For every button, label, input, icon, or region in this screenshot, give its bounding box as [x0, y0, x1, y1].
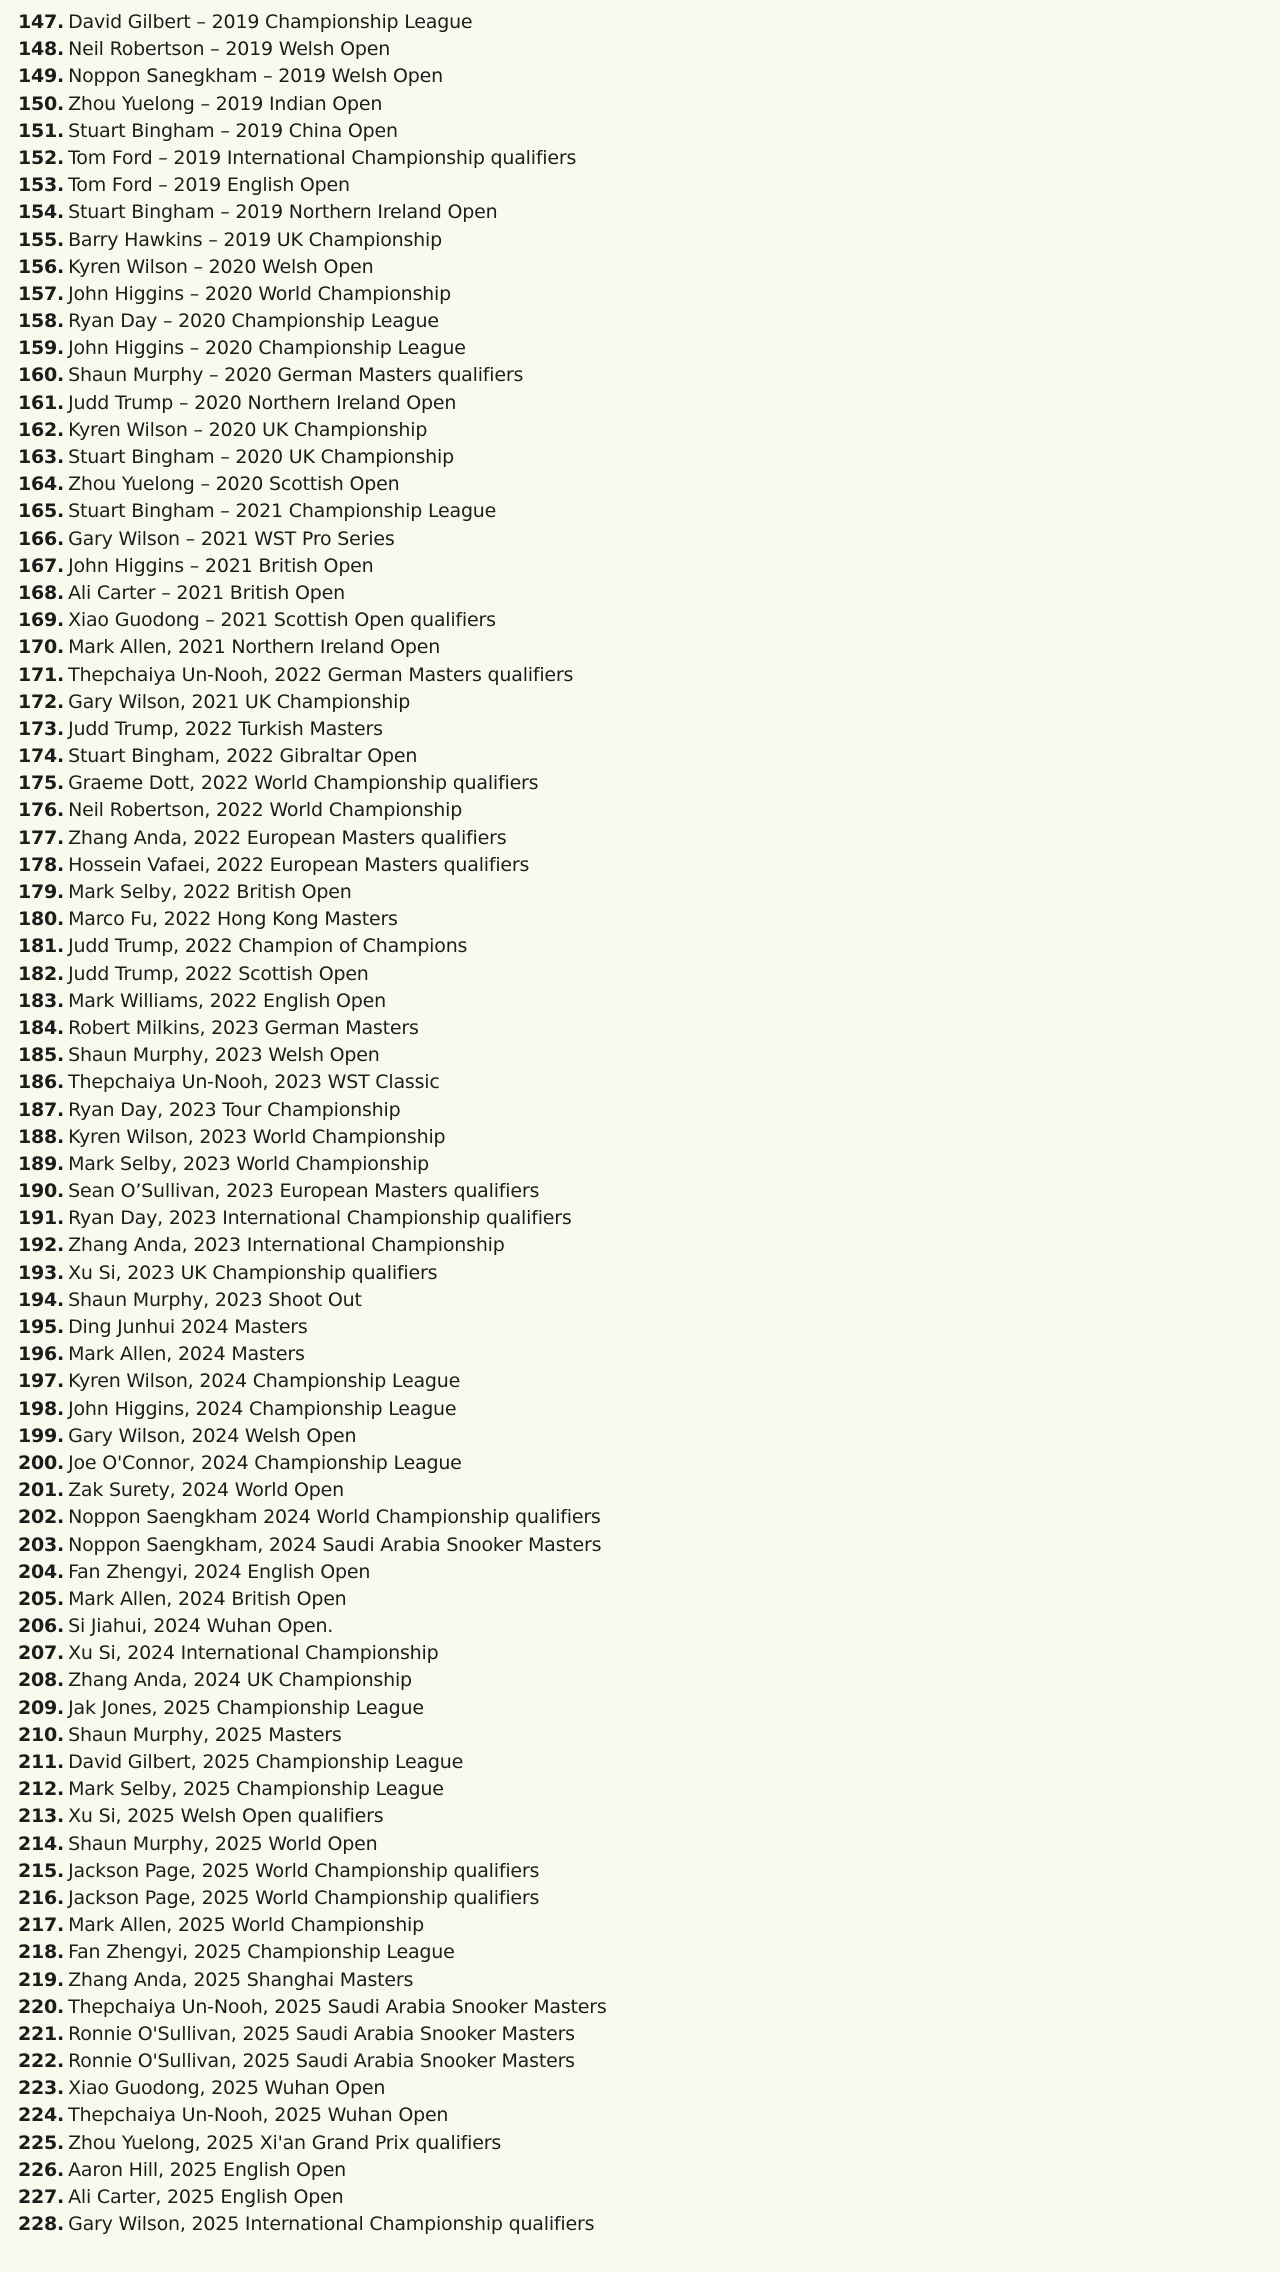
item-number: 169.: [18, 609, 65, 632]
item-text: Gary Wilson, 2021 UK Championship: [68, 690, 411, 713]
item-number: 209.: [18, 1696, 65, 1719]
item-text: Ronnie O'Sullivan, 2025 Saudi Arabia Snooker Masters: [68, 2022, 575, 2045]
list-item: [18, 1667, 1280, 1694]
item-number: 207.: [18, 1642, 65, 1665]
item-text: Gary Wilson, 2024 Welsh Open: [68, 1424, 357, 1447]
item-text: Noppon Saengkham 2024 World Championship qualifiers: [68, 1506, 601, 1529]
list-item: [18, 281, 1280, 308]
item-number: 151.: [18, 119, 65, 142]
item-text: Si Jiahui, 2024 Wuhan Open.: [68, 1615, 334, 1638]
item-number: 162.: [18, 418, 65, 441]
list-item: [18, 1260, 1280, 1287]
item-number: 178.: [18, 853, 65, 876]
item-text: Zhou Yuelong – 2020 Scottish Open: [68, 473, 400, 496]
list-item: [18, 417, 1280, 444]
item-text: David Gilbert, 2025 Championship League: [68, 1751, 464, 1773]
item-text: David Gilbert – 2019 Championship League: [68, 11, 473, 33]
item-number: 198.: [18, 1397, 65, 1420]
item-number: 159.: [18, 337, 65, 360]
item-text: Ryan Day, 2023 Tour Championship: [68, 1098, 401, 1121]
item-text: Mark Selby, 2023 World Championship: [68, 1152, 430, 1175]
item-text: Judd Trump, 2022 Scottish Open: [68, 962, 369, 985]
item-number: 201.: [18, 1479, 65, 1502]
list-item: [18, 607, 1280, 634]
list-item: [18, 1559, 1280, 1586]
item-text: Mark Allen, 2024 British Open: [68, 1587, 347, 1610]
item-text: Kyren Wilson – 2020 Welsh Open: [68, 255, 374, 278]
item-text: Noppon Sanegkham – 2019 Welsh Open: [68, 65, 443, 88]
item-number: 196.: [18, 1343, 65, 1366]
list-item: [18, 1504, 1280, 1531]
item-number: 170.: [18, 636, 65, 659]
item-text: Mark Selby, 2022 British Open: [68, 881, 352, 903]
item-number: 180.: [18, 908, 65, 931]
item-text: Tom Ford – 2019 English Open: [68, 174, 350, 197]
item-number: 192.: [18, 1234, 65, 1257]
list-item: [18, 2048, 1280, 2075]
item-text: Noppon Saengkham, 2024 Saudi Arabia Snooker Masters: [68, 1533, 602, 1556]
item-text: Stuart Bingham – 2020 UK Championship: [68, 446, 454, 468]
item-text: Thepchaiya Un-Nooh, 2022 German Masters qualifiers: [68, 663, 574, 686]
item-number: 214.: [18, 1832, 65, 1855]
item-number: 221.: [18, 2022, 65, 2045]
item-number: 153.: [18, 174, 65, 197]
list-item: [18, 227, 1280, 254]
item-text: Marco Fu, 2022 Hong Kong Masters: [68, 908, 398, 931]
item-number: 226.: [18, 2158, 65, 2181]
list-item: [18, 1885, 1280, 1912]
item-number: 154.: [18, 201, 65, 224]
item-number: 223.: [18, 2077, 65, 2100]
list-item: [18, 2102, 1280, 2129]
list-item: [18, 2021, 1280, 2048]
list-item: [18, 1151, 1280, 1178]
item-text: Kyren Wilson, 2023 World Championship: [68, 1125, 446, 1148]
item-number: 149.: [18, 65, 65, 88]
list-item: [18, 2157, 1280, 2184]
item-text: Xu Si, 2025 Welsh Open qualifiers: [68, 1805, 384, 1828]
list-item: [18, 1776, 1280, 1803]
list-item: [18, 390, 1280, 417]
item-text: Shaun Murphy, 2025 Masters: [68, 1723, 342, 1746]
item-text: Thepchaiya Un-Nooh, 2023 WST Classic: [68, 1071, 440, 1094]
list-item: [18, 1695, 1280, 1722]
list-item: [18, 1749, 1280, 1776]
item-number: 156.: [18, 255, 65, 278]
list-item: [18, 553, 1280, 580]
list-item: [18, 172, 1280, 199]
item-number: 203.: [18, 1533, 65, 1556]
item-number: 148.: [18, 38, 65, 61]
list-item: [18, 906, 1280, 933]
list-item: [18, 2075, 1280, 2102]
item-text: John Higgins – 2021 British Open: [68, 554, 374, 577]
list-item: [18, 308, 1280, 335]
list-item: [18, 1532, 1280, 1559]
item-number: 172.: [18, 690, 65, 713]
list-item: [18, 797, 1280, 824]
list-item: [18, 1803, 1280, 1830]
item-number: 173.: [18, 717, 65, 740]
list-item: [18, 662, 1280, 689]
list-item: [18, 1423, 1280, 1450]
list-item: [18, 1994, 1280, 2021]
item-number: 161.: [18, 391, 65, 414]
item-number: 179.: [18, 881, 65, 903]
list-item: [18, 1831, 1280, 1858]
item-text: Judd Trump, 2022 Turkish Masters: [68, 717, 383, 740]
item-number: 152.: [18, 146, 65, 169]
list-item: [18, 716, 1280, 743]
list-item: [18, 743, 1280, 770]
list-item: [18, 362, 1280, 389]
item-number: 228.: [18, 2213, 65, 2236]
list-item: [18, 689, 1280, 716]
item-text: Barry Hawkins – 2019 UK Championship: [68, 228, 442, 251]
item-text: Xu Si, 2023 UK Championship qualifiers: [68, 1261, 438, 1284]
item-number: 211.: [18, 1751, 65, 1773]
item-text: John Higgins – 2020 World Championship: [68, 282, 451, 305]
item-number: 224.: [18, 2104, 65, 2127]
item-text: Zhou Yuelong – 2019 Indian Open: [68, 92, 383, 115]
item-text: Sean O’Sullivan, 2023 European Masters qualifiers: [68, 1180, 540, 1203]
item-number: 190.: [18, 1180, 65, 1203]
item-number: 182.: [18, 962, 65, 985]
item-text: Thepchaiya Un-Nooh, 2025 Wuhan Open: [68, 2104, 449, 2127]
list-item: [18, 1232, 1280, 1259]
item-number: 212.: [18, 1778, 65, 1801]
item-number: 157.: [18, 282, 65, 305]
list-item: [18, 1069, 1280, 1096]
item-text: Judd Trump, 2022 Champion of Champions: [68, 935, 468, 958]
item-number: 171.: [18, 663, 65, 686]
item-number: 227.: [18, 2186, 65, 2208]
item-text: Stuart Bingham, 2022 Gibraltar Open: [68, 745, 418, 768]
item-text: Jackson Page, 2025 World Championship qualifiers: [68, 1886, 540, 1909]
item-text: Shaun Murphy, 2023 Welsh Open: [68, 1044, 380, 1067]
list-item: [18, 961, 1280, 988]
list-item: [18, 145, 1280, 172]
list-item: [18, 1341, 1280, 1368]
item-number: 215.: [18, 1859, 65, 1882]
item-number: 150.: [18, 92, 65, 115]
item-number: 210.: [18, 1723, 65, 1746]
list-item: [18, 852, 1280, 879]
list-item: [18, 1124, 1280, 1151]
list-item: [18, 118, 1280, 145]
list-item: [18, 1912, 1280, 1939]
list-item: [18, 1396, 1280, 1423]
list-item: [18, 879, 1280, 906]
list-item: [18, 1205, 1280, 1232]
item-text: Shaun Murphy, 2023 Shoot Out: [68, 1288, 362, 1311]
item-number: 175.: [18, 772, 65, 795]
item-number: 158.: [18, 310, 65, 333]
list-item: [18, 1097, 1280, 1124]
list-item: [18, 825, 1280, 852]
item-text: Jackson Page, 2025 World Championship qualifiers: [68, 1859, 540, 1882]
item-number: 222.: [18, 2050, 65, 2073]
item-number: 184.: [18, 1016, 65, 1039]
item-text: Kyren Wilson, 2024 Championship League: [68, 1370, 461, 1393]
item-number: 155.: [18, 228, 65, 251]
item-text: Shaun Murphy, 2025 World Open: [68, 1832, 378, 1855]
list-item: [18, 471, 1280, 498]
item-text: Xiao Guodong, 2025 Wuhan Open: [68, 2077, 386, 2100]
item-text: Thepchaiya Un-Nooh, 2025 Saudi Arabia Snooker Masters: [68, 1995, 607, 2018]
list-item: [18, 1640, 1280, 1667]
list-item: [18, 498, 1280, 525]
item-text: Zak Surety, 2024 World Open: [68, 1479, 344, 1502]
item-text: Zhou Yuelong, 2025 Xi'an Grand Prix qualifiers: [68, 2131, 502, 2154]
item-number: 218.: [18, 1941, 65, 1964]
item-text: Joe O'Connor, 2024 Championship League: [68, 1451, 462, 1474]
item-text: Mark Allen, 2021 Northern Ireland Open: [68, 636, 441, 659]
item-text: Ding Junhui 2024 Masters: [68, 1316, 308, 1338]
list-item: [18, 2130, 1280, 2157]
item-number: 194.: [18, 1288, 65, 1311]
item-text: Xu Si, 2024 International Championship: [68, 1642, 439, 1665]
item-text: Graeme Dott, 2022 World Championship qualifiers: [68, 772, 539, 795]
item-text: Stuart Bingham – 2019 China Open: [68, 119, 398, 142]
list-item: [18, 1178, 1280, 1205]
item-number: 206.: [18, 1615, 65, 1638]
item-number: 204.: [18, 1560, 65, 1583]
item-number: 167.: [18, 554, 65, 577]
list-item: [18, 1042, 1280, 1069]
list-item: [18, 1015, 1280, 1042]
list-item: [18, 444, 1280, 471]
list-item: [18, 36, 1280, 63]
item-number: 217.: [18, 1914, 65, 1937]
item-text: Xiao Guodong – 2021 Scottish Open qualifiers: [68, 609, 496, 632]
item-number: 187.: [18, 1098, 65, 1121]
list-item: [18, 1967, 1280, 1994]
item-number: 189.: [18, 1152, 65, 1175]
item-text: Mark Allen, 2025 World Championship: [68, 1914, 424, 1937]
item-number: 164.: [18, 473, 65, 496]
item-number: 202.: [18, 1506, 65, 1529]
item-number: 220.: [18, 1995, 65, 2018]
item-text: Zhang Anda, 2025 Shanghai Masters: [68, 1968, 414, 1991]
item-text: Neil Robertson, 2022 World Championship: [68, 799, 463, 822]
item-number: 213.: [18, 1805, 65, 1828]
list-item: [18, 988, 1280, 1015]
item-number: 174.: [18, 745, 65, 768]
item-text: Mark Allen, 2024 Masters: [68, 1343, 305, 1366]
item-number: 193.: [18, 1261, 65, 1284]
item-number: 208.: [18, 1669, 65, 1692]
item-number: 188.: [18, 1125, 65, 1148]
item-text: Ryan Day, 2023 International Championship qualifiers: [68, 1207, 572, 1230]
item-text: Fan Zhengyi, 2024 English Open: [68, 1560, 371, 1583]
list-item: [18, 2184, 1280, 2211]
item-text: Zhang Anda, 2024 UK Championship: [68, 1669, 412, 1692]
item-text: Gary Wilson – 2021 WST Pro Series: [68, 527, 395, 550]
item-number: 205.: [18, 1587, 65, 1610]
item-number: 200.: [18, 1451, 65, 1474]
list-item: [18, 1287, 1280, 1314]
item-number: 197.: [18, 1370, 65, 1393]
item-text: Mark Selby, 2025 Championship League: [68, 1778, 444, 1801]
list-item: [18, 1858, 1280, 1885]
list-item: [18, 1368, 1280, 1395]
item-text: Judd Trump – 2020 Northern Ireland Open: [68, 391, 457, 414]
item-text: Jak Jones, 2025 Championship League: [68, 1696, 424, 1719]
item-text: Stuart Bingham – 2021 Championship League: [68, 500, 497, 523]
item-text: Ali Carter, 2025 English Open: [68, 2186, 344, 2208]
item-number: 225.: [18, 2131, 65, 2154]
item-number: 186.: [18, 1071, 65, 1094]
item-text: Ali Carter – 2021 British Open: [68, 581, 345, 604]
list-item: [18, 1477, 1280, 1504]
item-number: 195.: [18, 1316, 65, 1338]
item-text: Zhang Anda, 2023 International Championship: [68, 1234, 505, 1257]
list-item: [18, 933, 1280, 960]
item-text: Shaun Murphy – 2020 German Masters qualifiers: [68, 364, 524, 387]
list-item: [18, 9, 1280, 36]
list-item: [18, 634, 1280, 661]
list-item: [18, 770, 1280, 797]
item-text: Fan Zhengyi, 2025 Championship League: [68, 1941, 455, 1964]
item-text: Tom Ford – 2019 International Championship qualifiers: [68, 146, 577, 169]
list-item: [18, 254, 1280, 281]
list-item: [18, 1613, 1280, 1640]
list-item: [18, 1939, 1280, 1966]
item-number: 183.: [18, 989, 65, 1012]
item-text: Kyren Wilson – 2020 UK Championship: [68, 418, 428, 441]
item-text: Ronnie O'Sullivan, 2025 Saudi Arabia Snooker Masters: [68, 2050, 575, 2073]
item-number: 216.: [18, 1886, 65, 1909]
list-item: [18, 526, 1280, 553]
item-number: 160.: [18, 364, 65, 387]
item-number: 219.: [18, 1968, 65, 1991]
list-item: [18, 335, 1280, 362]
item-text: John Higgins – 2020 Championship League: [68, 337, 466, 360]
list-item: [18, 1450, 1280, 1477]
item-number: 163.: [18, 446, 65, 468]
item-number: 166.: [18, 527, 65, 550]
item-number: 168.: [18, 581, 65, 604]
list-item: [18, 199, 1280, 226]
item-number: 176.: [18, 799, 65, 822]
list-item: [18, 91, 1280, 118]
item-text: Hossein Vafaei, 2022 European Masters qualifiers: [68, 853, 530, 876]
item-number: 147.: [18, 11, 65, 33]
list-item: [18, 1586, 1280, 1613]
list-item: [18, 1314, 1280, 1341]
item-number: 181.: [18, 935, 65, 958]
list-item: [18, 2211, 1280, 2238]
item-text: Stuart Bingham – 2019 Northern Ireland Open: [68, 201, 498, 224]
item-text: Ryan Day – 2020 Championship League: [68, 310, 439, 333]
list-item: [18, 1722, 1280, 1749]
item-text: Mark Williams, 2022 English Open: [68, 989, 386, 1012]
list-item: [18, 580, 1280, 607]
item-number: 165.: [18, 500, 65, 523]
item-text: Gary Wilson, 2025 International Championship qualifiers: [68, 2213, 595, 2236]
item-text: Neil Robertson – 2019 Welsh Open: [68, 38, 391, 61]
item-number: 191.: [18, 1207, 65, 1230]
item-text: Aaron Hill, 2025 English Open: [68, 2158, 347, 2181]
item-number: 185.: [18, 1044, 65, 1067]
item-number: 199.: [18, 1424, 65, 1447]
item-number: 177.: [18, 826, 65, 849]
list-item: [18, 63, 1280, 90]
item-text: Zhang Anda, 2022 European Masters qualifiers: [68, 826, 507, 849]
item-text: John Higgins, 2024 Championship League: [68, 1397, 457, 1420]
item-text: Robert Milkins, 2023 German Masters: [68, 1016, 419, 1039]
